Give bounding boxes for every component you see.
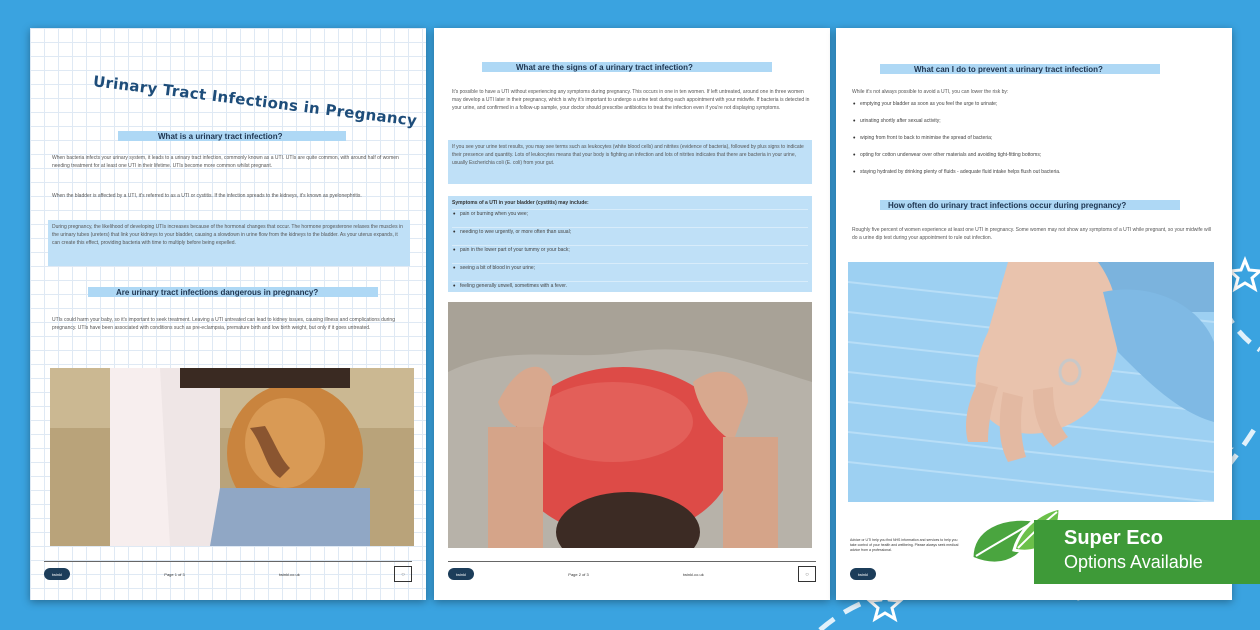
footer-site: twinkl.co.uk [683,571,704,577]
document-title: Urinary Tract Infections in Pregnancy [92,72,419,130]
heading-signs-of-uti: What are the signs of a urinary tract infection? [516,63,693,72]
symptoms-list [452,209,808,299]
list-item: • pain in the lower part of your tummy or your back; [452,245,808,263]
list-item: • staying hydrated by drinking plenty of fluids - adequate fluid intake helps flush out bacteria. [852,168,1212,185]
list-item: • pain or burning when you wee; [452,209,808,227]
page-footer [448,561,816,586]
paragraph: During pregnancy, the likelihood of developing UTIs increases because of the hormonal changes that occur. The hormone progesterone relaxes the muscles in the urinary tubes (ureters) that link your kidneys to your bladder, causing a slowdown in urine flow from the kidneys to the bladder. As your uterus expands, it can create this effect, providing bacteria with time to multiply before being expelled. [52,224,403,246]
prevention-list [852,100,1212,185]
pregnant-belly-photo [50,368,414,546]
pregnant-woman-photo [448,302,812,548]
footer-badge: ▢ [394,566,412,582]
list-item: • urinating shortly after sexual activity; [852,117,1212,134]
paragraph: If you see your urine test results, you may see terms such as leukocytes (white blood cells) and nitrites (evidence of bacteria), followed by plus signs to indicate their presence and quantity. Lots of leukocytes means that your body is fighting an infection and lots of nitrites indicates that there are bacteria in your urine, usually Escherichia coli (E. coli) from your gut. [452,144,804,166]
list-item: • emptying your bladder as soon as you feel the urge to urinate; [852,100,1212,117]
page-1 [30,28,426,600]
paragraph: It's possible to have a UTI without experiencing any symptoms during pregnancy. This occurs in one in ten women. If left untreated, around one in three women may develop a UTI later in their pregnancy, which is why it's important to undergo a urine test during each appointment with your midwife. If bacteria is detected in your urine, and confirmed in a follow-up sample, your doctor should prescribe antibiotics to treat the infection even if you're not displaying symptoms. [452,89,810,111]
footer-site: twinkl.co.uk [279,571,300,577]
twinkl-logo: twinkl [850,568,876,580]
hand-on-sweater-photo [848,262,1214,502]
paragraph: When bacteria infects your urinary system, it leads to a urinary tract infection, commonly known as a UTI. UTIs are quite common, with around half of women needing treatment for at least one UTI in their lifetime. UTIs become more common whilst pregnant. [52,155,399,169]
page-number: Page 1 of 3 [164,571,185,577]
list-item: • needing to wee urgently, or more often than usual; [452,227,808,245]
badge-subtitle: Options Available [1064,552,1203,572]
symptoms-intro: Symptoms of a UTI in your bladder (cystitis) may include: [452,200,589,206]
twinkl-logo: twinkl [44,568,70,580]
eco-badge[interactable] [1034,520,1260,584]
fine-print: Advice or UTI help you find NHS information and services to help you take control of your health and wellbeing. Please always seek medical advice from a professional. [850,538,959,552]
paragraph: While it's not always possible to avoid a UTI, you can lower the risk by: [852,89,1009,95]
paragraph: When the bladder is affected by a UTI, it's referred to as a UTI or cystitis. If the infection spreads to the kidneys, it's known as pyelonephritis. [52,193,362,199]
list-item: • seeing a bit of blood in your urine; [452,263,808,281]
list-item: • opting for cotton underwear over other materials and avoiding tight-fitting bottoms; [852,151,1212,168]
badge-title: Super Eco [1064,527,1163,549]
heading-what-is-uti: What is a urinary tract infection? [158,132,283,141]
heading-uti-dangerous: Are urinary tract infections dangerous in pregnancy? [116,288,319,297]
list-item: • wiping from front to back to minimise the spread of bacteria; [852,134,1212,151]
twinkl-logo: twinkl [448,568,474,580]
list-item: • feeling generally unwell, sometimes with a fever. [452,281,808,299]
star-icon [1230,260,1260,289]
heading-prevent-uti: What can I do to prevent a urinary tract infection? [914,65,1103,74]
heading-how-often-uti: How often do urinary tract infections occur during pregnancy? [888,201,1127,210]
footer-badge: ▢ [798,566,816,582]
page-footer [44,561,412,586]
paragraph: UTIs could harm your baby, so it's important to seek treatment. Leaving a UTI untreated can lead to kidney issues, causing illness and complications during pregnancy. UTIs have been associated with conditions such as pre-eclampsia, premature birth and low birth weight, but only if it goes untreated. [52,317,395,331]
page-2 [434,28,830,600]
paragraph: Roughly five percent of women experience at least one UTI in pregnancy. Some women may not show any symptoms of a UTI while pregnant, so your midwife will do a urine dip test during your appointment to rule out infection. [852,227,1211,241]
page-number: Page 2 of 3 [568,571,589,577]
